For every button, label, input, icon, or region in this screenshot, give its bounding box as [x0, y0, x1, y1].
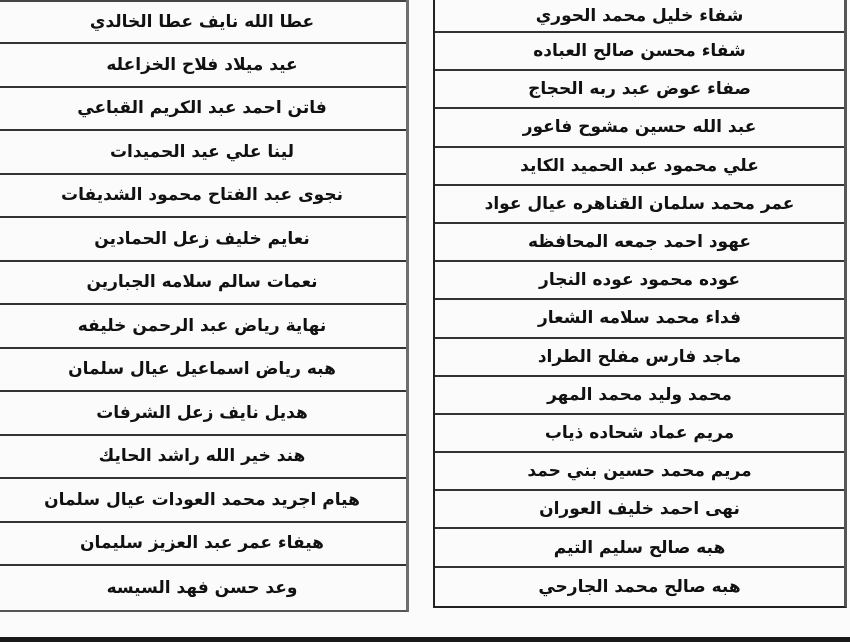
table-row [0, 175, 406, 219]
table-row [435, 339, 844, 377]
table-row [435, 453, 844, 491]
table-row [0, 392, 406, 436]
table-row [435, 377, 844, 415]
table-row [0, 88, 406, 132]
table-row [0, 479, 406, 523]
name-cell: عوده محمود عوده النجار [539, 270, 740, 291]
name-cell: عبد الله حسين مشوح فاعور [522, 117, 757, 138]
name-cell: نهاية رياض عبد الرحمن خليفه [77, 315, 327, 336]
name-cell: هيام اجريد محمد العودات عيال سلمان [44, 489, 360, 510]
table-row [0, 566, 406, 610]
name-cell: هند خير الله راشد الحايك [98, 446, 306, 467]
table-row [435, 262, 844, 300]
table-row [435, 0, 844, 33]
table-row [435, 33, 844, 71]
table-row [0, 523, 406, 567]
name-cell: عمر محمد سلمان القناهره عيال عواد [484, 193, 795, 214]
bottom-border [0, 637, 850, 642]
name-cell: نجوى عبد الفتاح محمود الشديفات [61, 185, 343, 206]
name-cell: شفاء محسن صالح العباده [533, 41, 746, 62]
table-row [435, 71, 844, 109]
name-cell: محمد وليد محمد المهر [547, 384, 732, 405]
table-row [435, 568, 844, 606]
name-cell: فاتن احمد عبد الكريم القباعي [77, 98, 327, 119]
name-cell: علي محمود عبد الحميد الكايد [520, 155, 759, 176]
name-cell: وعد حسن فهد السيسه [106, 577, 298, 598]
name-cell: ماجد فارس مفلح الطراد [537, 346, 742, 367]
table-row [435, 415, 844, 453]
name-cell: فداء محمد سلامه الشعار [538, 308, 741, 329]
names-table-left [0, 0, 409, 612]
name-cell: هديل نايف زعل الشرفات [96, 402, 308, 423]
name-cell: لينا علي عيد الحميدات [109, 141, 295, 162]
names-table-right [433, 0, 847, 608]
table-row [435, 529, 844, 567]
table-row [435, 148, 844, 186]
table-row [435, 491, 844, 529]
name-cell: شفاء خليل محمد الحوري [535, 5, 744, 26]
table-row [0, 436, 406, 480]
table-row [0, 0, 406, 44]
table-row [435, 300, 844, 338]
table-row [0, 305, 406, 349]
name-cell: نعايم خليف زعل الحمادين [94, 228, 310, 249]
name-cell: هيفاء عمر عبد العزيز سليمان [80, 533, 324, 554]
name-cell: عهود احمد جمعه المحافظه [527, 232, 752, 253]
table-row [435, 224, 844, 262]
name-cell: عيد ميلاد فلاح الخزاعله [106, 54, 298, 75]
table-row [0, 349, 406, 393]
name-cell: نعمات سالم سلامه الجبارين [86, 272, 318, 293]
table-row [435, 186, 844, 224]
name-cell: مريم عماد شحاده ذياب [544, 422, 735, 443]
name-cell: هبه رياض اسماعيل عيال سلمان [68, 359, 336, 380]
name-cell: هبه صالح محمد الجارحي [538, 576, 741, 597]
table-row [0, 131, 406, 175]
name-cell: مريم محمد حسين بني حمد [527, 461, 752, 482]
table-row [0, 262, 406, 306]
name-cell: صفاء عوض عبد ربه الحجاج [528, 79, 751, 100]
table-row [0, 218, 406, 262]
table-row [435, 109, 844, 147]
name-cell: نهى احمد خليف العوران [539, 499, 740, 520]
table-row [0, 44, 406, 88]
name-cell: عطا الله نايف عطا الخالدي [89, 12, 315, 32]
name-cell: هبه صالح سليم التيم [553, 537, 726, 558]
